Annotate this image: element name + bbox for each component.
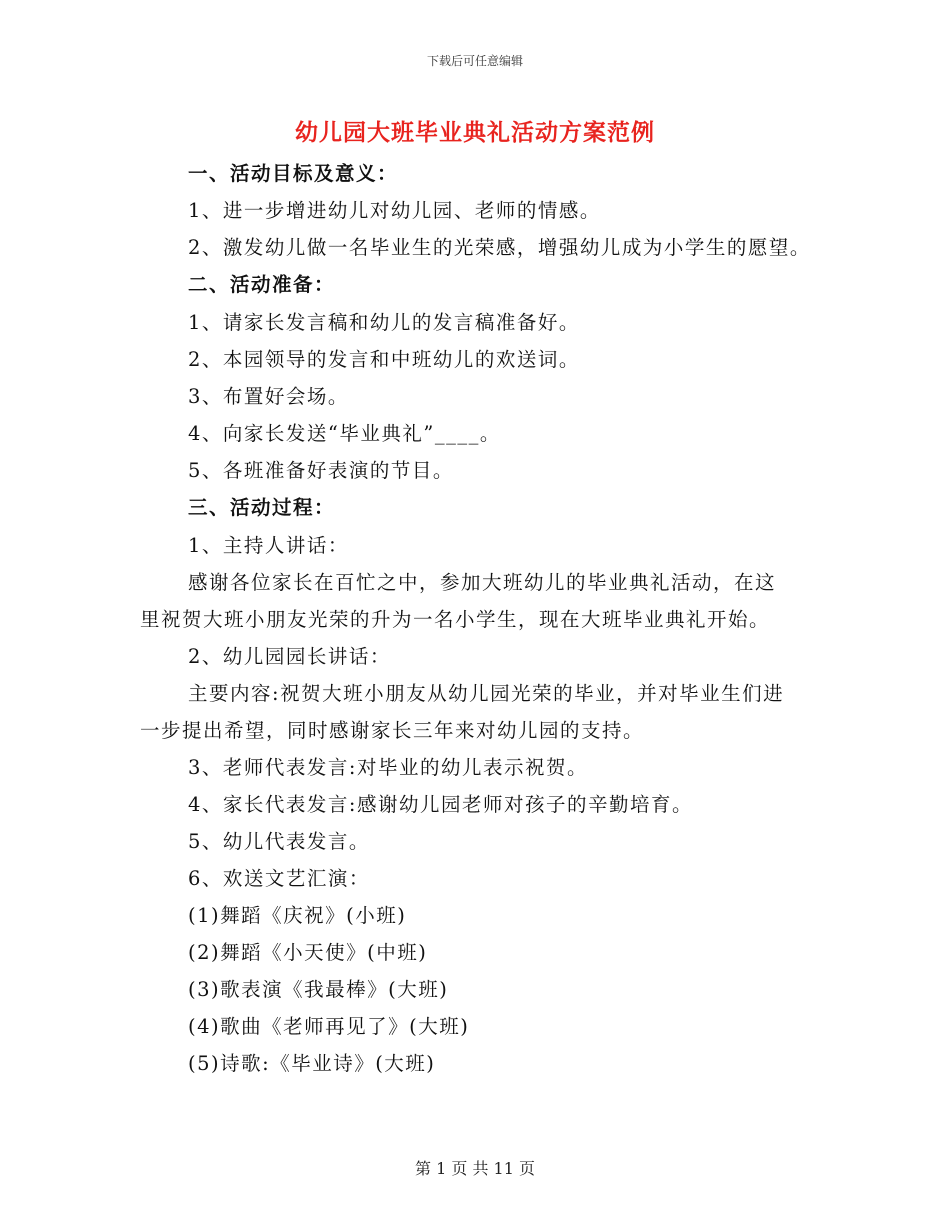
paragraph: 1、请家长发言稿和幼儿的发言稿准备好。 bbox=[188, 311, 580, 334]
list-item: (5)诗歌:《毕业诗》(大班) bbox=[188, 1052, 436, 1075]
paragraph: 主要内容:祝贺大班小朋友从幼儿园光荣的毕业，并对毕业生们进 bbox=[188, 682, 785, 705]
paragraph-continuation: 一步提出希望，同时感谢家长三年来对幼儿园的支持。 bbox=[140, 719, 645, 742]
paragraph: 1、主持人讲话： bbox=[188, 534, 349, 557]
document-title: 幼儿园大班毕业典礼活动方案范例 bbox=[295, 119, 655, 146]
list-item: (1)舞蹈《庆祝》(小班) bbox=[188, 904, 407, 927]
page-number-footer: 第 1 页 共 11 页 bbox=[415, 1159, 535, 1178]
paragraph: 5、幼儿代表发言。 bbox=[188, 830, 370, 853]
section-heading-process: 三、活动过程： bbox=[188, 496, 336, 519]
list-item: (4)歌曲《老师再见了》(大班) bbox=[188, 1015, 470, 1038]
list-item: (2)舞蹈《小天使》(中班) bbox=[188, 941, 428, 964]
section-heading-preparation: 二、活动准备： bbox=[188, 273, 336, 296]
paragraph: 2、本园领导的发言和中班幼儿的欢送词。 bbox=[188, 348, 580, 371]
paragraph: 5、各班准备好表演的节目。 bbox=[188, 459, 454, 482]
list-item: (3)歌表演《我最棒》(大班) bbox=[188, 978, 449, 1001]
paragraph: 3、布置好会场。 bbox=[188, 385, 349, 408]
paragraph: 4、家长代表发言:感谢幼儿园老师对孩子的辛勤培育。 bbox=[188, 793, 693, 816]
paragraph: 2、幼儿园园长讲话： bbox=[188, 645, 391, 668]
paragraph: 3、老师代表发言:对毕业的幼儿表示祝贺。 bbox=[188, 756, 588, 779]
header-note: 下载后可任意编辑 bbox=[426, 54, 523, 68]
paragraph: 感谢各位家长在百忙之中，参加大班幼儿的毕业典礼活动，在这 bbox=[188, 571, 777, 594]
section-heading-goals: 一、活动目标及意义： bbox=[188, 162, 399, 185]
paragraph-continuation: 里祝贺大班小朋友光荣的升为一名小学生，现在大班毕业典礼开始。 bbox=[140, 608, 771, 631]
paragraph: 2、激发幼儿做一名毕业生的光荣感，增强幼儿成为小学生的愿望。 bbox=[188, 236, 811, 259]
paragraph: 1、进一步增进幼儿对幼儿园、老师的情感。 bbox=[188, 199, 601, 222]
paragraph: 6、欢送文艺汇演： bbox=[188, 867, 370, 890]
paragraph: 4、向家长发送“毕业典礼”____。 bbox=[188, 422, 501, 445]
